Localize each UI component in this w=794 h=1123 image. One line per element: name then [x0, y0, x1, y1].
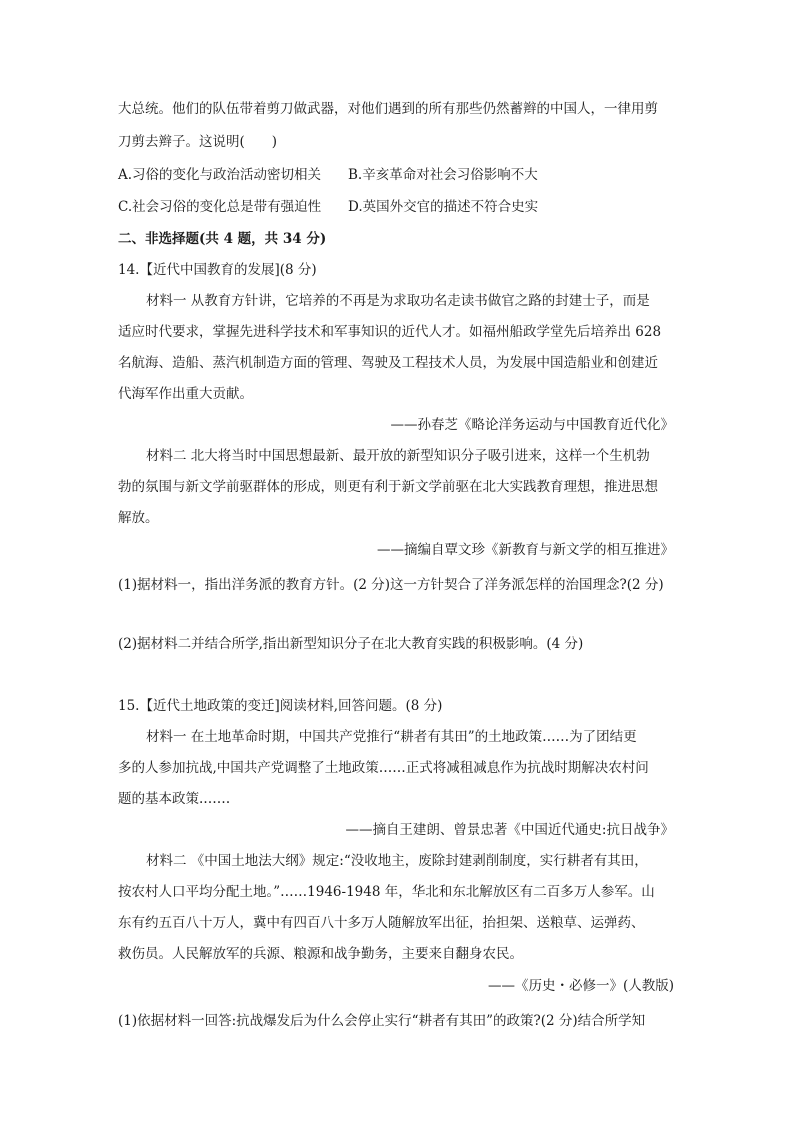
q14-material1-line-4: 代海军作出重大贡献。: [118, 386, 253, 402]
q14-material1-source: ——孙春芝《略论洋务运动与中国教育近代化》: [390, 417, 674, 433]
q13-stem-line-2: 刀剪去辫子。这说明( ): [118, 134, 278, 150]
q14-material1-line-1: 材料一 从教育方针讲，它培养的不再是为求取功名走读书做官之路的封建士子，而是: [146, 293, 650, 309]
q15-material1-line-1: 材料一 在土地革命时期，中国共产党推行“耕者有其田”的土地政策……为了团结更: [146, 729, 637, 745]
q15-title: 15.【近代土地政策的变迁]阅读材料,回答问题。(8 分): [118, 698, 443, 714]
section-heading: 二、非选择题(共 4 题，共 34 分): [118, 231, 327, 247]
q14-material1-line-3: 名航海、造船、蒸汽机制造方面的管理、驾驶及工程技术人员，为发展中国造船业和创建近: [118, 355, 658, 371]
q15-material1-line-3: 题的基本政策.……: [118, 791, 231, 807]
q15-material2-line-3: 东有约五百八十万人，冀中有四百八十多万人随解放军出征，抬担架、送粮草、运弹药、: [118, 915, 645, 931]
q13-option-c: C.社会习俗的变化总是带有强迫性: [118, 199, 322, 215]
q14-material2-source: ——摘编自覃文珍《新教育与新文学的相互推进》: [377, 542, 674, 558]
q14-subquestion-2: (2)据材料二并结合所学,指出新型知识分子在北大教育实践的积极影响。(4 分): [118, 636, 584, 652]
q15-material2-line-4: 救伤员。人民解放军的兵源、粮源和战争勤务，主要来自翻身农民。: [118, 946, 523, 962]
q14-subquestion-1: (1)据材料一，指出洋务派的教育方针。(2 分)这一方针契合了洋务派怎样的治国理念?(2 分): [118, 577, 664, 593]
q15-material2-source: ——《历史・必修一》(人教版): [487, 978, 674, 994]
q14-title: 14.【近代中国教育的发展](8 分): [118, 262, 317, 278]
q15-material1-source: ——摘自王建朗、曾景忠著《中国近代通史:抗日战争》: [345, 822, 674, 838]
q15-material2-line-1: 材料二 《中国土地法大纲》规定:“没收地主，废除封建剥削制度，实行耕者有其田，: [146, 853, 648, 869]
q15-material2-line-2: 按农村人口平均分配土地。”……1946-1948 年，华北和东北解放区有二百多万人参军。山: [118, 884, 655, 900]
q13-option-d: D.英国外交官的描述不符合史实: [348, 199, 539, 215]
q15-material1-line-2: 多的人参加抗战,中国共产党调整了土地政策……正式将减租减息作为抗战时期解决农村问: [118, 760, 649, 776]
q14-material2-line-2: 勃的氛围与新文学前驱群体的形成，则更有利于新文学前驱在北大实践教育理想，推进思想: [118, 479, 658, 495]
q14-material1-line-2: 适应时代要求，掌握先进科学技术和军事知识的近代人才。如福州船政学堂先后培养出 628: [118, 324, 662, 340]
q13-option-b: B.辛亥革命对社会习俗影响不大: [348, 167, 538, 183]
q13-stem-line-1: 大总统。他们的队伍带着剪刀做武器，对他们遇到的所有那些仍然蓄辫的中国人，一律用剪: [118, 101, 658, 117]
q14-material2-line-1: 材料二 北大将当时中国思想最新、最开放的新型知识分子吸引进来，这样一个生机勃: [146, 448, 650, 464]
q13-option-a: A.习俗的变化与政治活动密切相关: [118, 167, 322, 183]
q14-material2-line-3: 解放。: [118, 510, 159, 526]
q15-subquestion-1: (1)依据材料一回答:抗战爆发后为什么会停止实行“耕者有其田”的政策?(2 分)结合所学知: [118, 1013, 646, 1029]
